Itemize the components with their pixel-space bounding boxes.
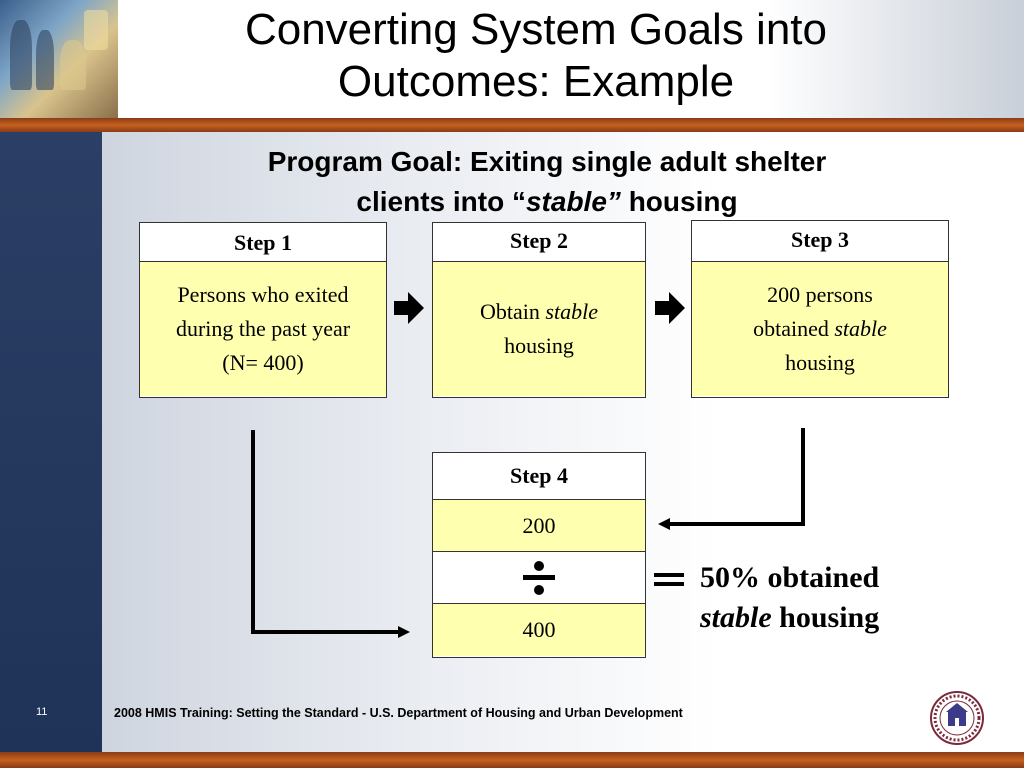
result-line-2: stable housing bbox=[700, 601, 880, 634]
step-1-box bbox=[139, 222, 387, 398]
hud-seal-icon bbox=[922, 690, 992, 746]
step-3-box bbox=[691, 220, 949, 398]
title-line-2: Outcomes: Example bbox=[337, 57, 735, 106]
header-rule bbox=[0, 118, 1024, 132]
step-2-label: Step 2 bbox=[433, 223, 645, 262]
step-2-box bbox=[432, 222, 646, 398]
numerator-cell: 200 bbox=[433, 500, 645, 552]
left-sidebar-band bbox=[0, 130, 102, 752]
slide-number: 11 bbox=[36, 706, 48, 718]
slide-title bbox=[130, 4, 942, 108]
subtitle-emphasis: stable” bbox=[525, 186, 621, 217]
step-1-body: Persons who exited during the past year (N= 400) bbox=[140, 262, 386, 396]
step-3-label: Step 3 bbox=[692, 221, 948, 262]
step-1-label: Step 1 bbox=[140, 223, 386, 262]
divide-icon bbox=[519, 558, 559, 598]
step-4-label: Step 4 bbox=[433, 453, 645, 500]
footer-text: 2008 HMIS Training: Setting the Standard - U.S. Department of Housing and Urban Development bbox=[114, 706, 683, 720]
header-photo bbox=[0, 0, 118, 118]
subtitle-line-2: clients into “stable” housing bbox=[356, 186, 738, 217]
program-goal-subtitle bbox=[130, 142, 964, 222]
subtitle-line-1: Program Goal: Exiting single adult shelter bbox=[267, 146, 827, 177]
step-2-body: Obtain stable housing bbox=[433, 262, 645, 396]
denominator-cell: 400 bbox=[433, 604, 645, 656]
step-3-body: 200 persons obtained stable housing bbox=[692, 262, 948, 396]
step-4-box bbox=[432, 452, 646, 658]
title-line-1: Converting System Goals into bbox=[244, 5, 828, 54]
division-cell bbox=[433, 552, 645, 604]
result-line-1: 50% obtained bbox=[700, 561, 880, 594]
result-text bbox=[700, 558, 879, 638]
footer-rule bbox=[0, 752, 1024, 768]
